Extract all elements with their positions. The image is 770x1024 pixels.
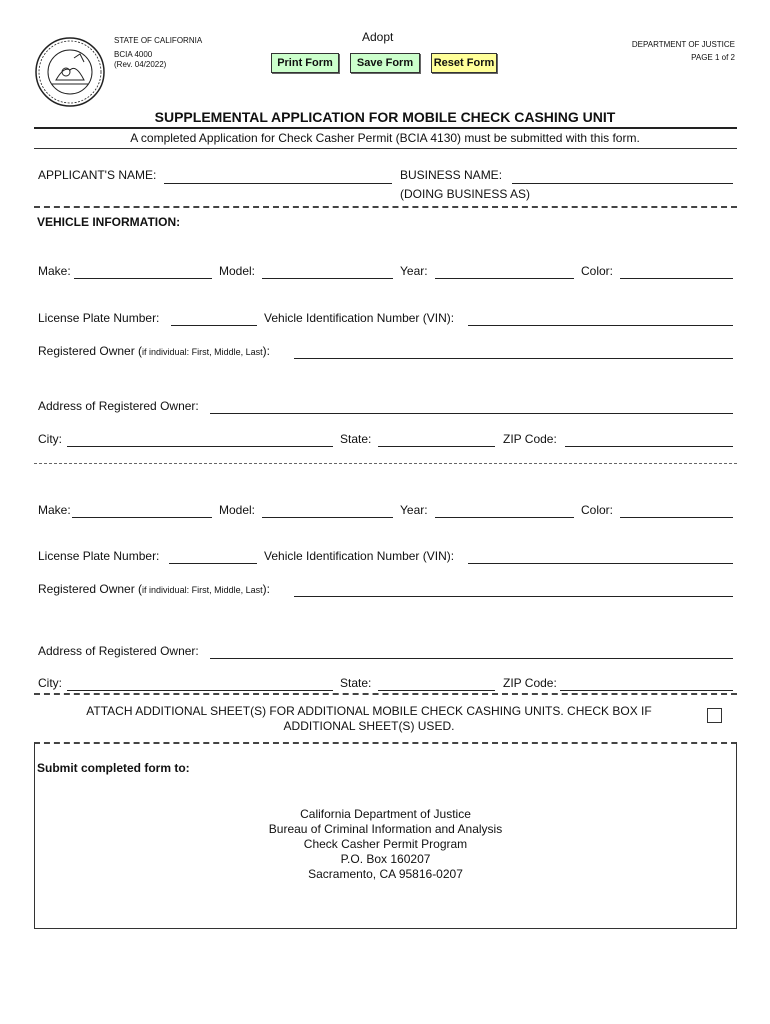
adopt-label: Adopt	[362, 30, 394, 44]
state-seal	[34, 36, 106, 108]
color-label: Color:	[581, 503, 614, 517]
vin-field[interactable]	[468, 325, 733, 326]
city-label: City:	[38, 432, 62, 446]
revision-date: (Rev. 04/2022)	[114, 60, 167, 69]
city-label: City:	[38, 676, 62, 690]
zip-label: ZIP Code:	[503, 676, 557, 690]
color-label: Color:	[581, 264, 614, 278]
model-label: Model:	[219, 264, 256, 278]
address-line: California Department of Justice	[300, 807, 471, 821]
attach-note	[34, 704, 704, 734]
state-label: State:	[340, 676, 372, 690]
plate-label: License Plate Number:	[38, 549, 160, 563]
year-field[interactable]	[435, 278, 574, 279]
year-field[interactable]	[435, 517, 574, 518]
state-field[interactable]	[378, 690, 495, 691]
form-title: SUPPLEMENTAL APPLICATION FOR MOBILE CHECK CASHING UNIT	[154, 109, 616, 125]
city-field[interactable]	[67, 446, 333, 447]
department-label: DEPARTMENT OF JUSTICE	[631, 40, 735, 49]
owner-address-label: Address of Registered Owner:	[38, 399, 199, 413]
make-label: Make:	[38, 503, 71, 517]
save-form-button[interactable]: Save Form	[350, 53, 420, 73]
make-label: Make:	[38, 264, 71, 278]
model-field[interactable]	[262, 278, 393, 279]
vin-label: Vehicle Identification Number (VIN):	[264, 311, 455, 325]
registered-owner-field[interactable]	[294, 596, 733, 597]
reset-form-button[interactable]: Reset Form	[431, 53, 497, 73]
plate-label: License Plate Number:	[38, 311, 160, 325]
applicant-name-field[interactable]	[164, 183, 392, 184]
registered-owner-label: Registered Owner (if individual: First, Middle, Last):	[38, 344, 270, 358]
owner-address-label: Address of Registered Owner:	[38, 644, 199, 658]
state-label: State:	[340, 432, 372, 446]
color-field[interactable]	[620, 517, 733, 518]
model-label: Model:	[219, 503, 256, 517]
zip-field[interactable]	[565, 446, 733, 447]
make-field[interactable]	[72, 517, 212, 518]
year-label: Year:	[400, 264, 428, 278]
form-number: BCIA 4000	[114, 50, 153, 59]
registered-owner-field[interactable]	[294, 358, 733, 359]
business-name-field[interactable]	[512, 183, 733, 184]
mailing-address	[35, 807, 736, 882]
color-field[interactable]	[620, 278, 733, 279]
dba-label: (DOING BUSINESS AS)	[400, 187, 531, 201]
submit-box	[34, 742, 737, 929]
print-form-button[interactable]: Print Form	[271, 53, 339, 73]
attach-note-line2: ADDITIONAL SHEET(S) USED.	[283, 719, 455, 733]
make-field[interactable]	[74, 278, 212, 279]
address-line: P.O. Box 160207	[340, 852, 431, 866]
page-number: PAGE 1 of 2	[691, 53, 735, 62]
plate-field[interactable]	[171, 325, 257, 326]
owner-address-field[interactable]	[210, 658, 733, 659]
additional-sheets-checkbox[interactable]	[707, 708, 722, 723]
vehicle-section-title: VEHICLE INFORMATION:	[37, 215, 181, 229]
state-field[interactable]	[378, 446, 495, 447]
form-subtitle: A completed Application for Check Casher Permit (BCIA 4130) must be submitted with this form.	[130, 131, 640, 145]
business-name-label: BUSINESS NAME:	[400, 168, 503, 182]
vin-field[interactable]	[468, 563, 733, 564]
address-line: Bureau of Criminal Information and Analysis	[268, 822, 503, 836]
attach-note-line1: ATTACH ADDITIONAL SHEET(S) FOR ADDITIONAL MOBILE CHECK CASHING UNITS. CHECK BOX IF	[86, 704, 652, 718]
submit-label: Submit completed form to:	[37, 761, 190, 775]
state-label: STATE OF CALIFORNIA	[114, 36, 203, 45]
applicant-name-label: APPLICANT'S NAME:	[38, 168, 157, 182]
owner-address-field[interactable]	[210, 413, 733, 414]
vin-label: Vehicle Identification Number (VIN):	[264, 549, 455, 563]
model-field[interactable]	[262, 517, 393, 518]
zip-label: ZIP Code:	[503, 432, 557, 446]
zip-field[interactable]	[560, 690, 733, 691]
address-line: Sacramento, CA 95816-0207	[308, 867, 463, 881]
year-label: Year:	[400, 503, 428, 517]
city-field[interactable]	[67, 690, 333, 691]
registered-owner-label: Registered Owner (if individual: First, Middle, Last):	[38, 582, 270, 596]
plate-field[interactable]	[169, 563, 257, 564]
address-line: Check Casher Permit Program	[303, 837, 468, 851]
